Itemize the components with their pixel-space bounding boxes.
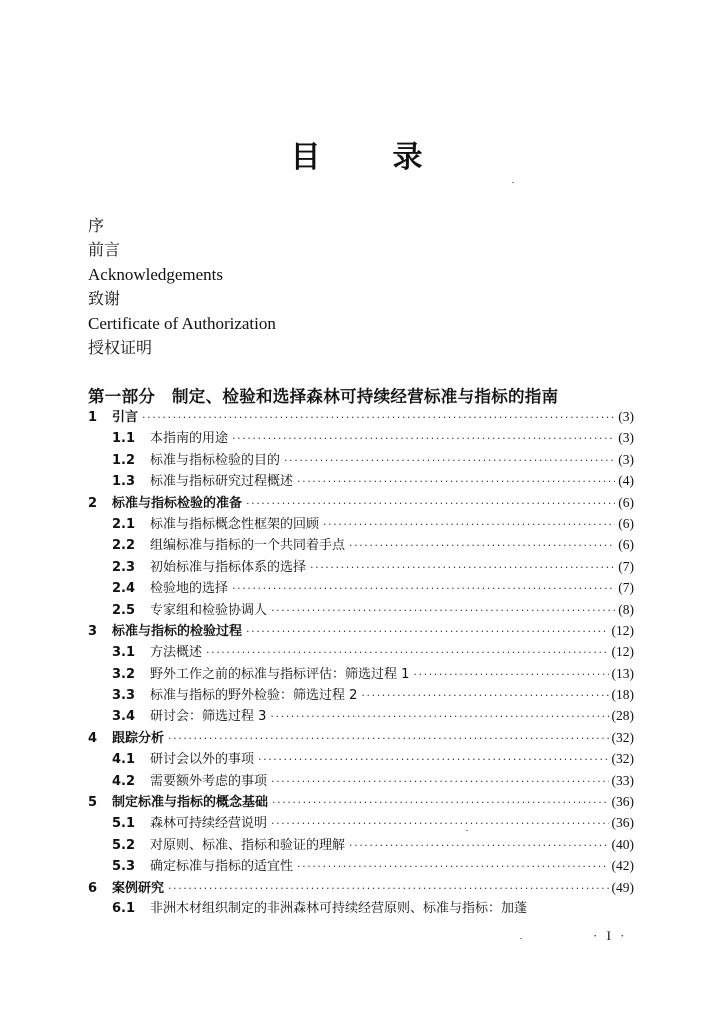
toc-entry-title: 非洲木材组织制定的非洲森林可持续经营原则、标准与指标：加蓬: [150, 900, 528, 916]
toc-page-number: (33): [611, 772, 634, 788]
toc-entry-number: 4: [88, 730, 98, 746]
toc-page-number: (3): [618, 409, 634, 424]
toc-leader-dots: [361, 685, 608, 706]
toc-entry-title: 组编标准与指标的一个共同着手点: [150, 538, 346, 554]
toc-chapter-entry: [88, 727, 634, 748]
toc-leader-dots: [168, 878, 608, 899]
toc-section-entry: [88, 470, 634, 491]
toc-entry-number: 3: [88, 623, 98, 639]
toc-section-entry: [88, 705, 634, 726]
toc-section-entry: [88, 577, 634, 598]
toc-page-number: (7): [618, 580, 634, 596]
toc-leader-dots: [310, 557, 615, 578]
toc-leader-dots: [142, 407, 615, 428]
toc-section-entry: [88, 812, 634, 833]
toc-entry-number: 1.3: [112, 474, 136, 490]
part-heading: 第一部分 制定、检验和选择森林可持续经营标准与指标的指南: [88, 387, 559, 406]
toc-entry-number: 5.1: [112, 816, 136, 832]
toc-page-number: (49): [611, 879, 634, 895]
toc-page-number: (13): [611, 665, 634, 681]
toc-entry-title: 需要额外考虑的事项: [150, 773, 268, 789]
toc-page-number: (3): [618, 451, 634, 467]
toc-page-number: (12): [611, 644, 634, 660]
toc-page-number: (7): [618, 558, 634, 574]
toc-leader-dots: [349, 535, 615, 556]
toc-entry-title: 检验地的选择: [150, 581, 229, 597]
toc-leader-dots: [297, 471, 615, 492]
toc-entry-number: 4.2: [112, 773, 136, 789]
toc-leader-dots: [323, 514, 615, 535]
toc-leader-dots: [271, 600, 615, 621]
toc-chapter-entry: [88, 791, 634, 812]
toc-entry-title: 标准与指标研究过程概述: [150, 474, 294, 490]
toc-chapter-entry: [88, 406, 634, 427]
toc-page-number: (40): [611, 836, 634, 852]
toc-section-entry: [88, 748, 634, 769]
front-matter-item: 授权证明: [88, 337, 153, 357]
toc-section-entry: [88, 834, 634, 855]
toc-page-number: (42): [611, 858, 634, 874]
toc-entry-number: 1: [88, 410, 98, 425]
toc-entry-number: 3.3: [112, 688, 136, 704]
toc-entry-number: 2: [88, 495, 98, 511]
toc-leader-dots: [413, 664, 608, 685]
toc-entry-title: 野外工作之前的标准与指标评估：筛选过程 1: [150, 666, 410, 682]
toc-entry-number: 2.3: [112, 559, 136, 575]
toc-leader-dots: [168, 728, 608, 749]
toc-section-entry: [88, 770, 634, 791]
scan-speck: [512, 182, 514, 183]
page-title: 目录: [290, 140, 495, 175]
toc-page-number: (12): [611, 622, 634, 638]
toc-entry-title: 案例研究: [112, 880, 165, 896]
toc-entry-title: 标准与指标检验的目的: [150, 452, 281, 468]
toc-page-number: (32): [611, 751, 634, 767]
front-matter-list: [88, 214, 276, 360]
toc-entry-number: 4.1: [112, 752, 136, 768]
toc-entry-title: 初始标准与指标体系的选择: [150, 559, 307, 575]
toc-entry-number: 1.1: [112, 431, 136, 447]
toc-section-entry: [88, 599, 634, 620]
toc-page-number: (36): [611, 815, 634, 831]
toc-section-entry: [88, 513, 634, 534]
toc-leader-dots: [270, 706, 608, 727]
toc-entry-title: 研讨会以外的事项: [150, 752, 255, 768]
toc-page-number: (6): [618, 515, 634, 531]
toc-leader-dots: [206, 642, 608, 663]
toc-entry-number: 2.1: [112, 516, 136, 532]
toc-page-number: (6): [618, 494, 634, 510]
toc-page-number: (6): [618, 537, 634, 553]
scan-speck: [466, 830, 468, 831]
toc-entry-title: 本指南的用途: [150, 431, 229, 447]
toc-entry-number: 5: [88, 795, 98, 811]
toc-entry-title: 森林可持续经营说明: [150, 816, 268, 832]
front-matter-item: 致谢: [88, 289, 121, 309]
toc-leader-dots: [232, 578, 615, 599]
toc-page-number: (3): [618, 430, 634, 446]
toc-page-number: (8): [618, 601, 634, 617]
toc-entry-number: 5.2: [112, 837, 136, 853]
toc-entry-number: 6.1: [112, 900, 136, 916]
toc-chapter-entry: [88, 877, 634, 898]
toc-page-number: (28): [611, 708, 634, 724]
toc-section-entry: [88, 684, 634, 705]
toc-chapter-entry: [88, 620, 634, 641]
toc-entry-number: 2.5: [112, 602, 136, 618]
toc-leader-dots: [297, 856, 608, 877]
toc-leader-dots: [271, 771, 608, 792]
toc-entry-number: 2.4: [112, 581, 136, 597]
toc-page-number: (18): [611, 687, 634, 703]
table-of-contents: [88, 406, 634, 919]
toc-entry-title: 标准与指标检验的准备: [112, 495, 243, 511]
toc-leader-dots: [349, 835, 608, 856]
toc-page-number: (36): [611, 794, 634, 810]
toc-entry-title: 专家组和检验协调人: [150, 602, 268, 618]
scan-speck: [520, 938, 522, 939]
front-matter-item: 序: [88, 216, 105, 235]
toc-leader-dots: [271, 813, 608, 834]
toc-entry-number: 2.2: [112, 538, 136, 554]
toc-entry-title: 引言: [112, 410, 139, 425]
toc-section-entry: [88, 898, 634, 919]
toc-leader-dots: [232, 428, 615, 449]
toc-page-number: (32): [611, 729, 634, 745]
toc-section-entry: [88, 855, 634, 876]
toc-page-number: (4): [618, 473, 634, 489]
toc-section-entry: [88, 449, 634, 470]
toc-leader-dots: [284, 450, 615, 471]
toc-entry-title: 标准与指标的野外检验：筛选过程 2: [150, 688, 358, 704]
front-matter-item: Acknowledgements: [88, 264, 224, 284]
toc-section-entry: [88, 556, 634, 577]
toc-section-entry: [88, 641, 634, 662]
toc-leader-dots: [246, 621, 608, 642]
toc-entry-title: 对原则、标准、指标和验证的理解: [150, 837, 346, 853]
toc-entry-title: 制定标准与指标的概念基础: [112, 795, 269, 811]
toc-section-entry: [88, 534, 634, 555]
toc-entry-number: 3.4: [112, 709, 136, 725]
toc-leader-dots: [246, 493, 615, 514]
toc-entry-number: 1.2: [112, 452, 136, 468]
toc-entry-number: 6: [88, 880, 98, 896]
toc-entry-title: 方法概述: [150, 645, 203, 661]
toc-entry-title: 确定标准与指标的适宜性: [150, 859, 294, 875]
toc-entry-number: 3.2: [112, 666, 136, 682]
toc-entry-number: 5.3: [112, 859, 136, 875]
toc-entry-title: 标准与指标概念性框架的回顾: [150, 516, 320, 532]
toc-leader-dots: [272, 792, 608, 813]
toc-leader-dots: [258, 749, 608, 770]
toc-entry-title: 研讨会：筛选过程 3: [150, 709, 267, 725]
toc-entry-title: 标准与指标的检验过程: [112, 623, 243, 639]
toc-chapter-entry: [88, 492, 634, 513]
toc-entry-number: 3.1: [112, 645, 136, 661]
toc-entry-title: 跟踪分析: [112, 730, 165, 746]
front-matter-item: Certificate of Authorization: [88, 313, 276, 333]
toc-section-entry: [88, 427, 634, 448]
toc-section-entry: [88, 663, 634, 684]
front-matter-item: 前言: [88, 240, 121, 260]
page-folio: · I ·: [593, 928, 628, 943]
